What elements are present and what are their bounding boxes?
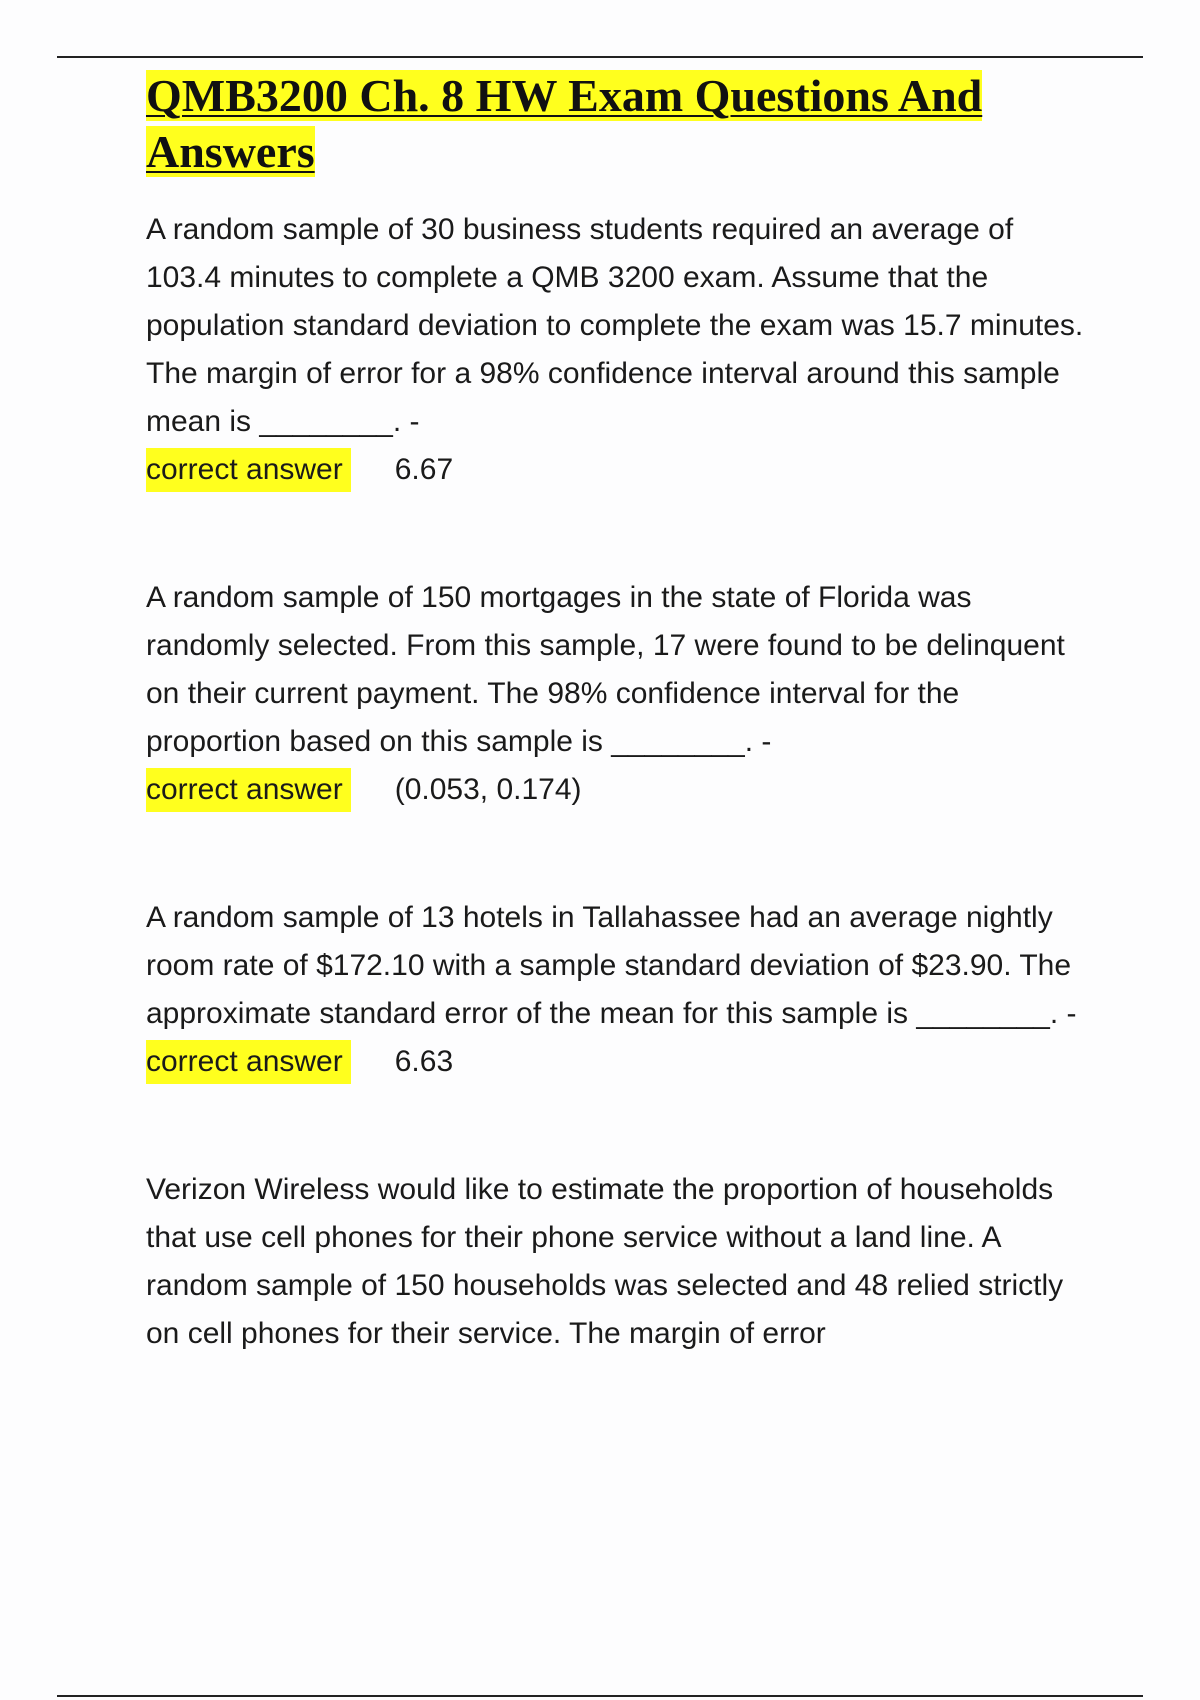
answer-value: 6.63 [394,1045,454,1078]
answer-row [146,766,1086,814]
answer-value: (0.053, 0.174) [394,773,582,806]
question-block-4 [146,1166,1086,1358]
document-title [146,68,1086,180]
question-text: Verizon Wireless would like to estimate the proportion of households that use cell phones for their phone service without a land line. A random sample of 150 households was selected and 48 relied strictly on cell phones for their service. The margin of error [146,1173,1064,1350]
document-body [146,68,1086,1358]
answer-label: correct answer [146,1040,351,1084]
answer-row [146,446,1086,494]
answer-label: correct answer [146,448,351,492]
question-block-1 [146,206,1086,494]
question-text: A random sample of 13 hotels in Tallahassee had an average nightly room rate of $172.10 with a sample standard deviation of $23.90. The approximate standard error of the mean for this sample is ________. - [146,901,1077,1030]
answer-label: correct answer [146,768,351,812]
answer-value: 6.67 [394,453,454,486]
question-text: A random sample of 30 business students required an average of 103.4 minutes to complete a QMB 3200 exam. Assume that the population standard deviation to complete the exam was 15.7 minutes. The margin of error for a 98% confidence interval around this sample mean is ________. - [146,213,1084,438]
header-rule [57,56,1143,58]
document-title-text: QMB3200 Ch. 8 HW Exam Questions And Answers [146,70,983,177]
question-text: A random sample of 150 mortgages in the state of Florida was randomly selected. From this sample, 17 were found to be delinquent on their current payment. The 98% confidence interval for the proportion based on this sample is ________. - [146,581,1065,758]
question-block-2 [146,574,1086,814]
answer-row [146,1038,1086,1086]
footer-rule [57,1695,1143,1697]
question-block-3 [146,894,1086,1086]
